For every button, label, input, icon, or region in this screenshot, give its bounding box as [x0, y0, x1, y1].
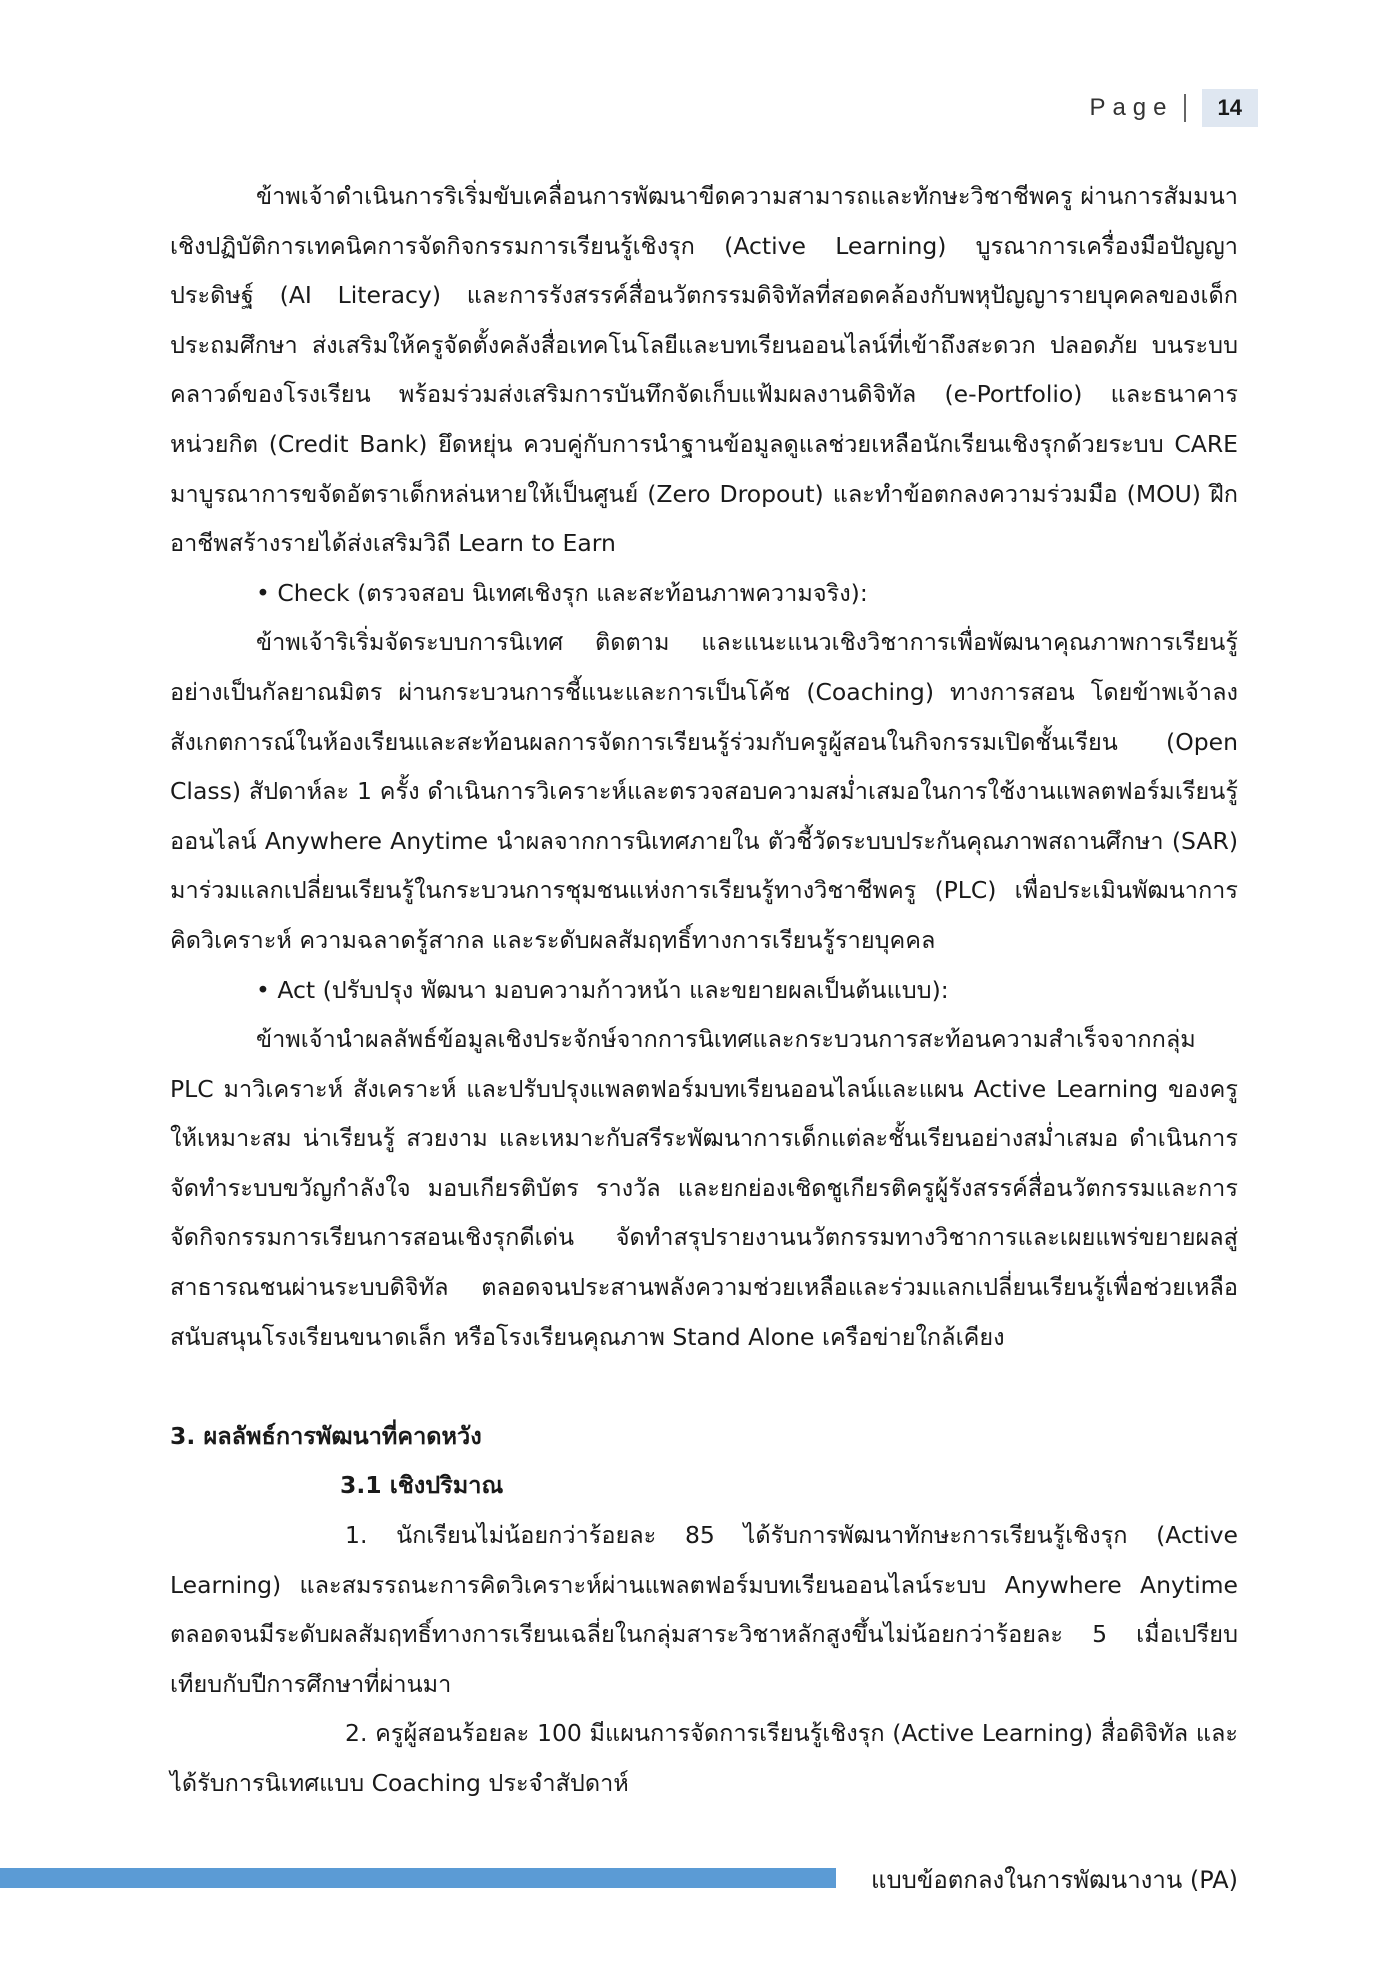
footer-title: แบบข้อตกลงในการพัฒนางาน (PA) — [870, 1866, 1238, 1894]
footer-bar — [0, 1868, 836, 1888]
bullet-act: • Act (ปรับปรุง พัฒนา มอบความก้าวหน้า และขยายผลเป็นต้นแบบ): — [256, 975, 949, 1004]
sub-heading-quantitative: 3.1 เชิงปริมาณ — [340, 1471, 504, 1500]
list-item-students: 1. นักเรียนไม่น้อยกว่าร้อยละ 85 ได้รับการพัฒนาทักษะการเรียนรู้เชิงรุก (Active Learning) และสมรรถนะการคิดวิเคราะห์ผ่านแพลตฟอร์มบทเรียนออนไลน์ระบบ Anywhere Anytime ตลอดจนมีระดับผลสัมฤทธิ์ทางการเรียนเฉลี่ยในกลุ่มสาระวิชาหลักสูงขึ้นไม่น้อยกว่าร้อยละ 5 เมื่อเปรียบเทียบกับปีการศึกษาที่ผ่านมา — [170, 1521, 1238, 1698]
page-label: Page — [1089, 94, 1174, 121]
page-separator — [1184, 94, 1186, 122]
section-heading: 3. ผลลัพธ์การพัฒนาที่คาดหวัง — [170, 1421, 482, 1450]
paragraph-check: ข้าพเจ้าริเริ่มจัดระบบการนิเทศ ติดตาม และแนะแนวเชิงวิชาการเพื่อพัฒนาคุณภาพการเรียนรู้อย่างเป็นกัลยาณมิตร ผ่านกระบวนการชี้แนะและการเป็นโค้ช (Coaching) ทางการสอน โดยข้าพเจ้าลงสังเกตการณ์ในห้องเรียนและสะท้อนผลการจัดการเรียนรู้ร่วมกับครูผู้สอนในกิจกรรมเปิดชั้นเรียน (Open Class) สัปดาห์ละ 1 ครั้ง ดำเนินการวิเคราะห์และตรวจสอบความสม่ำเสมอในการใช้งานแพลตฟอร์มเรียนรู้ออนไลน์ Anywhere Anytime นำผลจากการนิเทศภายใน ตัวชี้วัดระบบประกันคุณภาพสถานศึกษา (SAR) มาร่วมแลกเปลี่ยนเรียนรู้ในกระบวนการชุมชนแห่งการเรียนรู้ทางวิชาชีพครู (PLC) เพื่อประเมินพัฒนาการคิดวิเคราะห์ ความฉลาดรู้สากล และระดับผลสัมฤทธิ์ทางการเรียนรู้รายบุคคล — [170, 628, 1238, 954]
page-number: 14 — [1202, 89, 1258, 127]
page-header — [1089, 88, 1258, 128]
paragraph-plan-do: ข้าพเจ้าดำเนินการริเริ่มขับเคลื่อนการพัฒนาขีดความสามารถและทักษะวิชาชีพครู ผ่านการสัมมนาเชิงปฏิบัติการเทคนิคการจัดกิจกรรมการเรียนรู้เชิงรุก (Active Learning) บูรณาการเครื่องมือปัญญาประดิษฐ์ (AI Literacy) และการรังสรรค์สื่อนวัตกรรมดิจิทัลที่สอดคล้องกับพหุปัญญารายบุคคลของเด็กประถมศึกษา ส่งเสริมให้ครูจัดตั้งคลังสื่อเทคโนโลยีและบทเรียนออนไลน์ที่เข้าถึงสะดวก ปลอดภัย บนระบบคลาวด์ของโรงเรียน พร้อมร่วมส่งเสริมการบันทึกจัดเก็บแฟ้มผลงานดิจิทัล (e-Portfolio) และธนาคารหน่วยกิต (Credit Bank) ยึดหยุ่น ควบคู่กับการนำฐานข้อมูลดูแลช่วยเหลือนักเรียนเชิงรุกด้วยระบบ CARE มาบูรณาการขจัดอัตราเด็กหล่นหายให้เป็นศูนย์ (Zero Dropout) และทำข้อตกลงความร่วมมือ (MOU) ฝึกอาชีพสร้างรายได้ส่งเสริมวิถี Learn to Earn — [170, 182, 1238, 558]
list-item-teachers: 2. ครูผู้สอนร้อยละ 100 มีแผนการจัดการเรียนรู้เชิงรุก (Active Learning) สื่อดิจิทัล และได้รับการนิเทศแบบ Coaching ประจำสัปดาห์ — [170, 1719, 1238, 1797]
bullet-check: • Check (ตรวจสอบ นิเทศเชิงรุก และสะท้อนภาพความจริง): — [256, 578, 868, 607]
paragraph-act: ข้าพเจ้านำผลลัพธ์ข้อมูลเชิงประจักษ์จากการนิเทศและกระบวนการสะท้อนความสำเร็จจากกลุ่ม PLC มาวิเคราะห์ สังเคราะห์ และปรับปรุงแพลตฟอร์มบทเรียนออนไลน์และแผน Active Learning ของครูให้เหมาะสม น่าเรียนรู้ สวยงาม และเหมาะกับสรีระพัฒนาการเด็กแต่ละชั้นเรียนอย่างสม่ำเสมอ ดำเนินการจัดทำระบบขวัญกำลังใจ มอบเกียรติบัตร รางวัล และยกย่องเชิดชูเกียรติครูผู้รังสรรค์สื่อนวัตกรรมและการจัดกิจกรรมการเรียนการสอนเชิงรุกดีเด่น จัดทำสรุปรายงานนวัตกรรมทางวิชาการและเผยแพร่ขยายผลสู่สาธารณชนผ่านระบบดิจิทัล ตลอดจนประสานพลังความช่วยเหลือและร่วมแลกเปลี่ยนเรียนรู้เพื่อช่วยเหลือสนับสนุนโรงเรียนขนาดเล็ก หรือโรงเรียนคุณภาพ Stand Alone เครือข่ายใกล้เคียง — [170, 1025, 1238, 1351]
document-body — [170, 172, 1238, 1809]
